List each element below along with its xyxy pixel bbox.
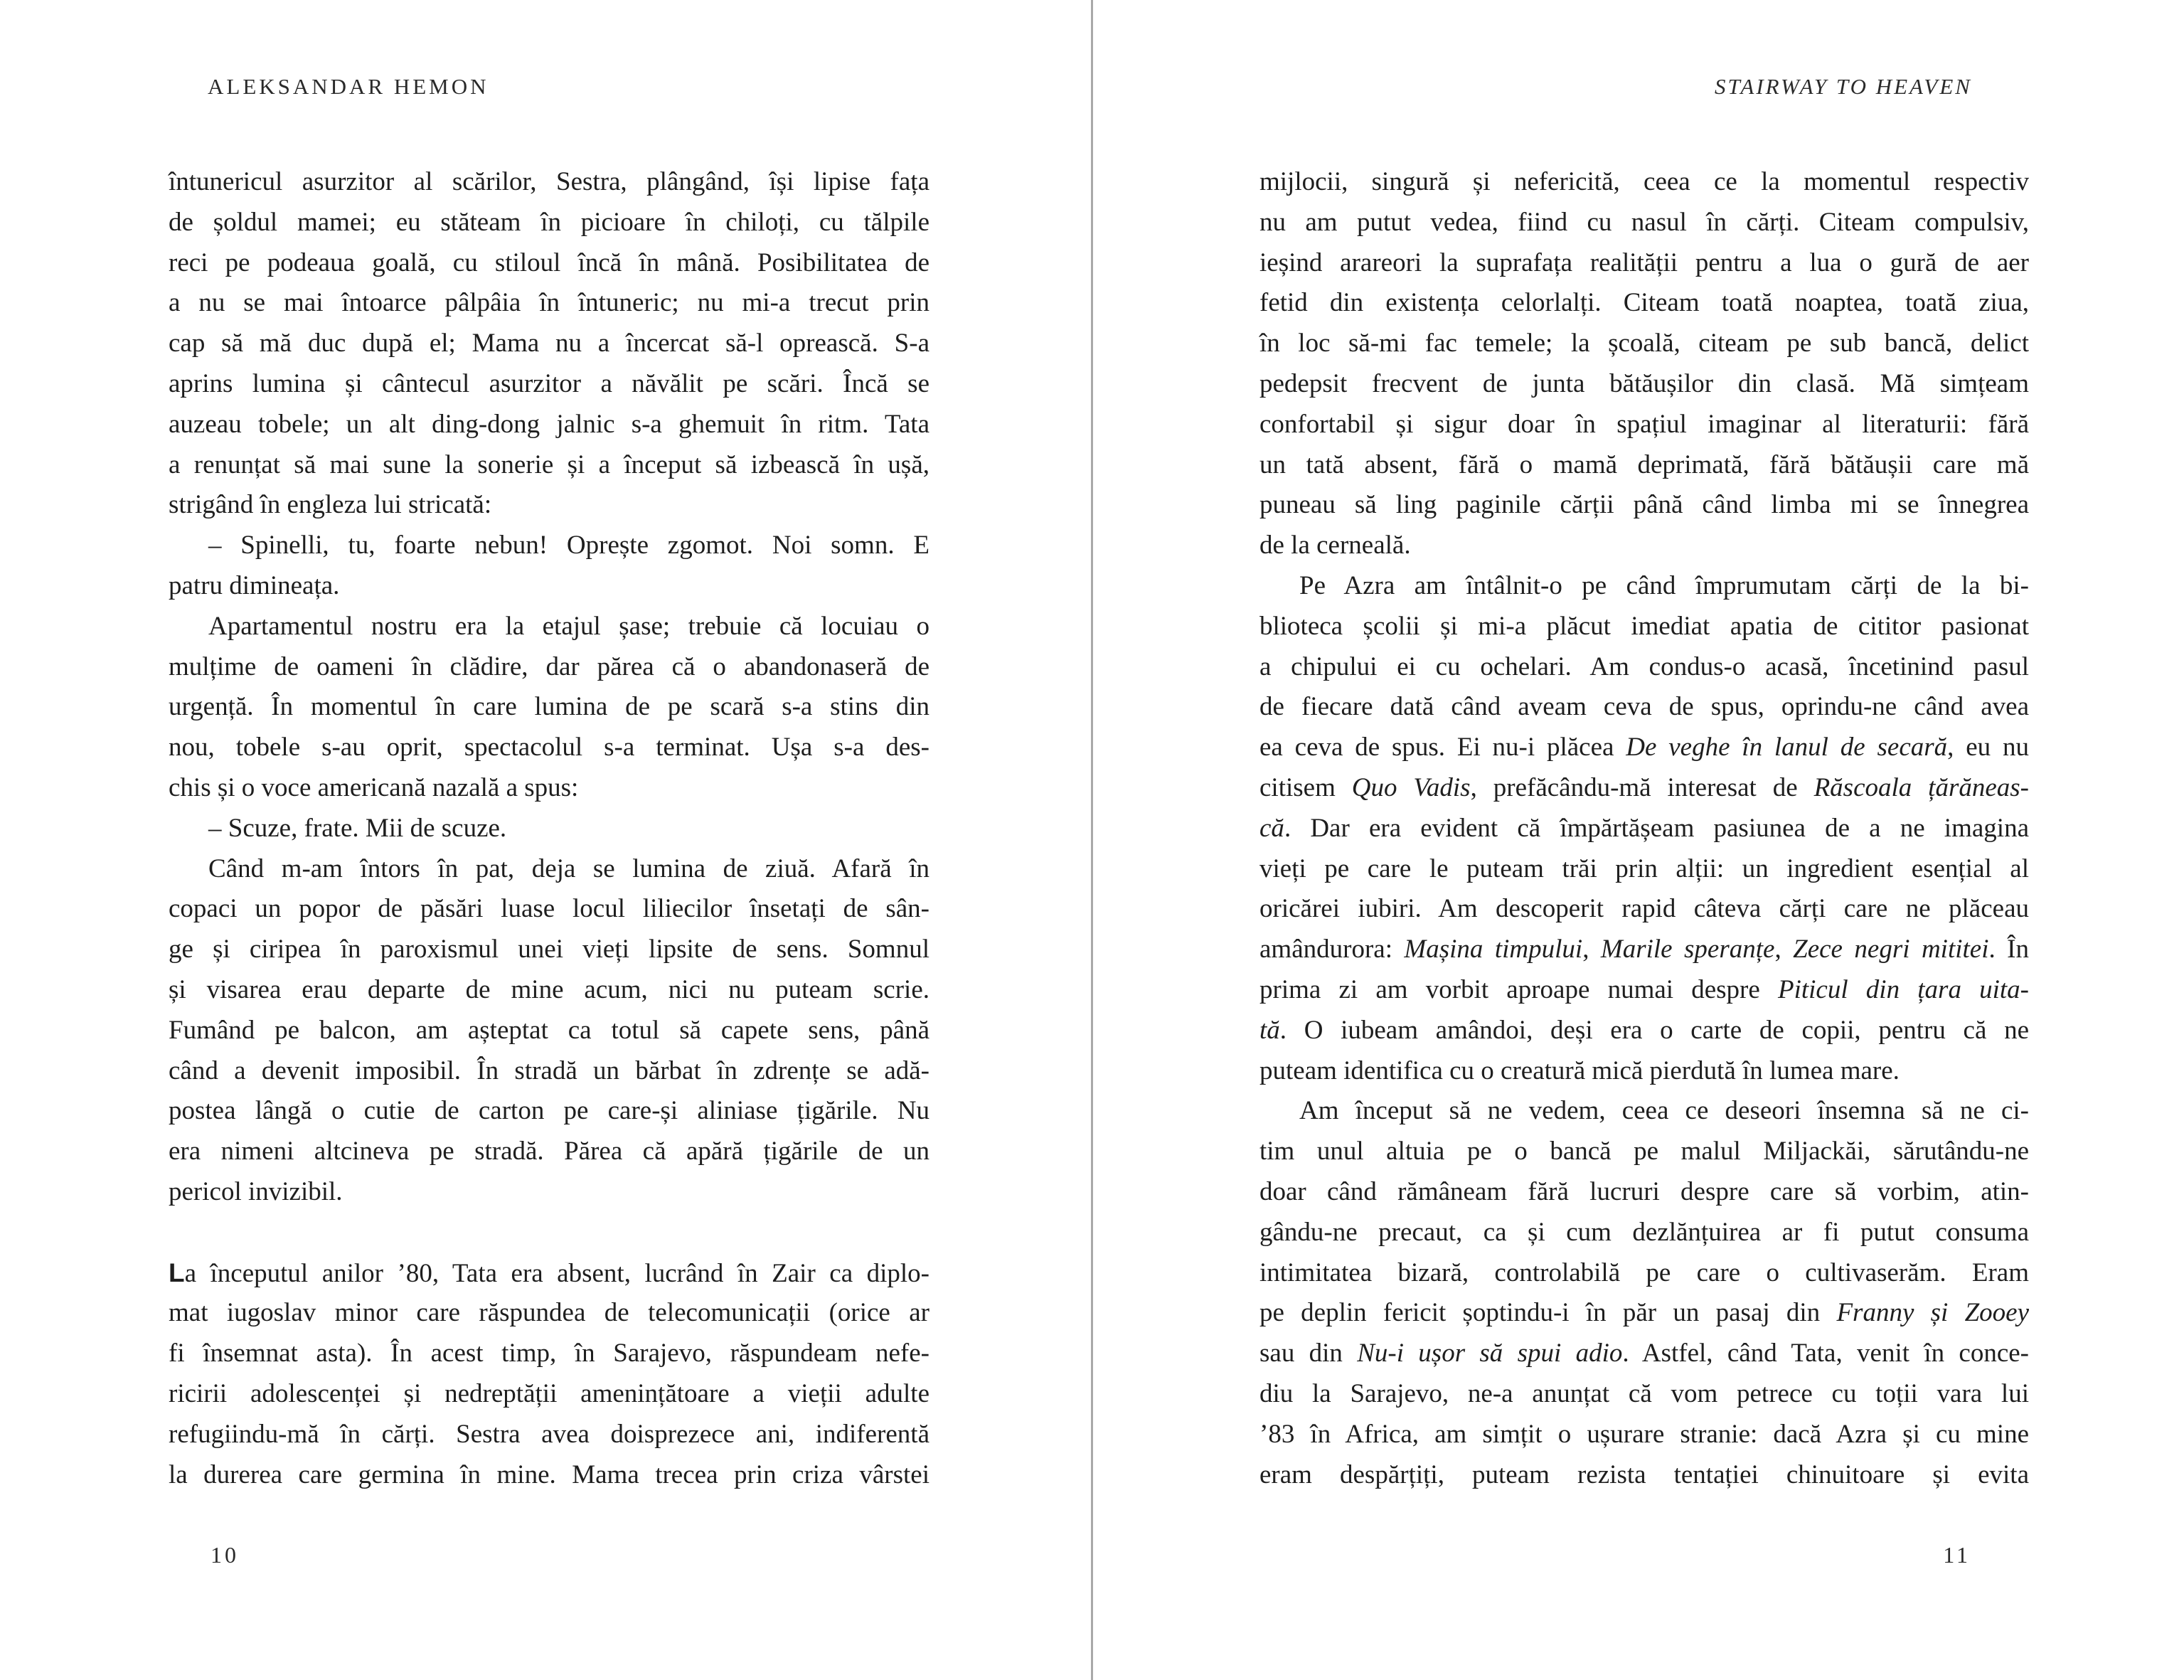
text-line: când a devenit imposibil. În stradă un bărbat în zdrențe se adă- <box>169 1056 929 1085</box>
book-title: Nu-i ușor să spui adio <box>1357 1339 1623 1368</box>
book-title: Quo Vadis <box>1351 772 1471 802</box>
text-run: ea ceva de spus. Ei nu-i plăcea <box>1259 733 1626 762</box>
text-line: pedepsit frecvent de junta bătăușilor din clasă. Mă simțeam <box>1259 368 2029 398</box>
text-line: puneau să ling paginile cărții până când limba mi se înnegrea <box>1259 490 2029 520</box>
text-line: aprins lumina și cântecul asurzitor a năvălit pe scări. Încă se <box>169 368 929 398</box>
text-line: și visarea erau departe de mine acum, nici nu puteam scrie. <box>169 974 929 1004</box>
text-line: copaci un popor de păsări luase locul liliecilor însetați de sân- <box>169 894 929 924</box>
drop-cap: L <box>169 1258 185 1287</box>
text-line: de fiecare dată când aveam ceva de spus, oprindu-ne când avea <box>1259 692 2029 722</box>
book-title: Zece negri mititei <box>1793 935 1989 964</box>
text-run: sau din <box>1259 1339 1358 1368</box>
text-line: cap să mă duc după el; Mama nu a încercat să-l oprească. S-a <box>169 329 929 358</box>
text-line: ieșind arareori la suprafața realității pentru a lua o gură de aer <box>1259 248 2029 277</box>
text-line: era nimeni altcineva pe stradă. Părea că apără țigările de un <box>169 1137 929 1166</box>
text-line: ge și ciripea în paroxismul unei vieți lipsite de sens. Somnul <box>169 935 929 964</box>
text-line: la durerea care germina în mine. Mama trecea prin criza vârstei <box>169 1460 929 1489</box>
text-run: , prefăcându-mă interesat de <box>1470 772 1814 802</box>
text-line: postea lângă o cutie de carton pe care-și aliniase țigările. Nu <box>169 1096 929 1126</box>
paragraph-start: Am început să ne vedem, ceea ce deseori însemna să ne ci- <box>1299 1096 2029 1126</box>
text-line: tim unul altuia pe o bancă pe malul Miljackăi, sărutându-ne <box>1259 1137 2029 1166</box>
right-page <box>1093 0 2184 1680</box>
section-first-line-text: a începutul anilor ’80, Tata era absent, lucrând în Zair ca diplo- <box>184 1258 929 1288</box>
book-title: Marile speranțe <box>1600 935 1775 964</box>
text-line: mulțime de oameni în clădire, dar părea că o abandonaseră de <box>169 652 929 681</box>
text-line: confortabil și sigur doar în spațiul imaginar al literaturii: fără <box>1259 409 2029 439</box>
text-line <box>1259 1011 2029 1051</box>
text-line: strigând în engleza lui stricată: <box>169 490 492 520</box>
text-line <box>1259 768 2029 809</box>
text-line: vieți pe care le puteam trăi prin alții: un ingredient esențial al <box>1259 854 2029 883</box>
text-line <box>1259 728 2029 768</box>
text-line: mat iugoslav minor care răspundea de telecomunicații (orice ar <box>169 1298 929 1328</box>
text-line: diu la Sarajevo, ne-a anunțat că vom petrece cu toții vara lui <box>1259 1378 2029 1408</box>
text-run: . O iubeam amândoi, deși era o carte de copii, pentru că ne <box>1279 1015 2029 1045</box>
running-head-title: STAIRWAY TO HEAVEN <box>1714 74 1972 99</box>
text-line: fetid din existența celorlalți. Citeam toată noaptea, toată ziua, <box>1259 288 2029 318</box>
text-line: ’83 în Africa, am simțit o ușurare stranie: dacă Azra și cu mine <box>1259 1419 2029 1449</box>
right-page-body <box>1259 162 2029 1495</box>
paragraph-start: Apartamentul nostru era la etajul șase; trebuie că locuiau o <box>208 611 929 641</box>
text-line: oricărei iubiri. Am descoperit rapid câteva cărți care ne plăceau <box>1259 894 2029 924</box>
book-title: că <box>1259 813 1284 843</box>
text-line: nu am putut vedea, fiind cu nasul în cărți. Citeam compulsiv, <box>1259 207 2029 237</box>
text-line: urgență. În momentul în care lumina de pe scară s-a stins din <box>169 692 929 722</box>
text-line: a chipului ei cu ochelari. Am condus-o acasă, încetinind pasul <box>1259 652 2029 681</box>
text-run: , <box>1774 935 1794 964</box>
page-number: 10 <box>211 1542 239 1568</box>
text-run: prima zi am vorbit aproape numai despre <box>1259 974 1778 1004</box>
text-run: . Astfel, când Tata, venit în conce- <box>1622 1339 2029 1368</box>
text-line: refugiindu-mă în cărți. Sestra avea doisprezece ani, indiferentă <box>169 1419 929 1449</box>
text-line: doar când rămâneam fără lucruri despre care să vorbim, atin- <box>1259 1176 2029 1206</box>
text-line: intimitatea bizară, controlabilă pe care o cultivaserăm. Eram <box>1259 1258 2029 1287</box>
page-number: 11 <box>1943 1542 1971 1568</box>
text-line: chis și o voce americană nazală a spus: <box>169 772 579 802</box>
book-title: De veghe în lanul de secară <box>1626 733 1948 762</box>
text-line <box>1259 930 2029 970</box>
text-line <box>1259 970 2029 1011</box>
dialogue-line: – Scuze, frate. Mii de scuze. <box>208 813 507 843</box>
text-line: reci pe podeaua goală, cu stiloul încă în mână. Posibilitatea de <box>169 248 929 277</box>
book-title: Răscoala țărăneas- <box>1813 772 2030 802</box>
book-title: tă <box>1259 1015 1280 1045</box>
text-run: . Dar era evident că împărtășeam pasiunea de a ne imagina <box>1284 813 2029 843</box>
text-line: blioteca școlii și mi-a plăcut imediat apatia de cititor pasionat <box>1259 611 2029 641</box>
dialogue-line: – Spinelli, tu, foarte nebun! Oprește zgomot. Noi somn. E <box>208 531 929 560</box>
paragraph-start: Pe Azra am întâlnit-o pe când împrumutam cărți de la bi- <box>1299 570 2029 600</box>
text-line: întunericul asurzitor al scărilor, Sestra, plângând, își lipise fața <box>169 167 929 196</box>
text-run: . În <box>1988 935 2029 964</box>
running-head-author: ALEKSANDAR HEMON <box>208 74 489 99</box>
text-line: puteam identifica cu o creatură mică pierdută în lumea mare. <box>1259 1056 1900 1085</box>
book-title: Piticul din țara uita- <box>1777 974 2030 1004</box>
text-line: de la cerneală. <box>1259 531 1411 560</box>
text-line <box>1259 1293 2029 1334</box>
text-line: a nu se mai întoarce pâlpâia în întuneric; nu mi-a trecut prin <box>169 288 929 318</box>
text-line <box>1259 809 2029 849</box>
text-line: un tată absent, fără o mamă deprimată, fără bătăușii care mă <box>1259 450 2029 479</box>
text-run: pe deplin fericit șoptindu-i în păr un pasaj din <box>1259 1298 1837 1328</box>
text-line: mijlocii, singură și nefericită, ceea ce la momentul respectiv <box>1259 167 2029 196</box>
left-page-body <box>169 162 929 1495</box>
text-line: pericol invizibil. <box>169 1176 343 1206</box>
text-line <box>1259 1334 2029 1374</box>
text-line: fi însemnat asta). În acest timp, în Sarajevo, răspundeam nefe- <box>169 1339 929 1368</box>
text-line: auzeau tobele; un alt ding-dong jalnic s-a ghemuit în ritm. Tata <box>169 409 929 439</box>
text-line: a renunțat să mai sune la sonerie și a început să izbească în ușă, <box>169 450 929 479</box>
book-title: Mașina timpului <box>1404 935 1583 964</box>
text-line: patru dimineața. <box>169 570 340 600</box>
paragraph-start: Când m-am întors în pat, deja se lumina de ziuă. Afară în <box>208 854 929 883</box>
section-first-line <box>169 1253 929 1294</box>
text-line: de șoldul mamei; eu stăteam în picioare în chiloți, cu tălpile <box>169 207 929 237</box>
text-line: ricirii adolescenței și nedreptății amenințătoare a vieții adulte <box>169 1378 929 1408</box>
text-run: amândurora: <box>1259 935 1405 964</box>
text-line: nou, tobele s-au oprit, spectacolul s-a terminat. Ușa s-a des- <box>169 733 929 762</box>
text-run: , <box>1582 935 1601 964</box>
text-run: citisem <box>1259 772 1352 802</box>
text-line: Fumând pe balcon, am așteptat ca totul să capete sens, până <box>169 1015 929 1045</box>
book-title: Franny și Zooey <box>1836 1298 2029 1328</box>
text-line: în loc să-mi fac temele; la școală, citeam pe sub bancă, delict <box>1259 329 2029 358</box>
text-line: gându-ne precaut, ca și cum dezlănțuirea ar fi putut consuma <box>1259 1217 2029 1247</box>
text-run: , eu nu <box>1947 733 2029 762</box>
text-line: eram despărțiți, puteam rezista tentației chinuitoare și evita <box>1259 1460 2029 1489</box>
